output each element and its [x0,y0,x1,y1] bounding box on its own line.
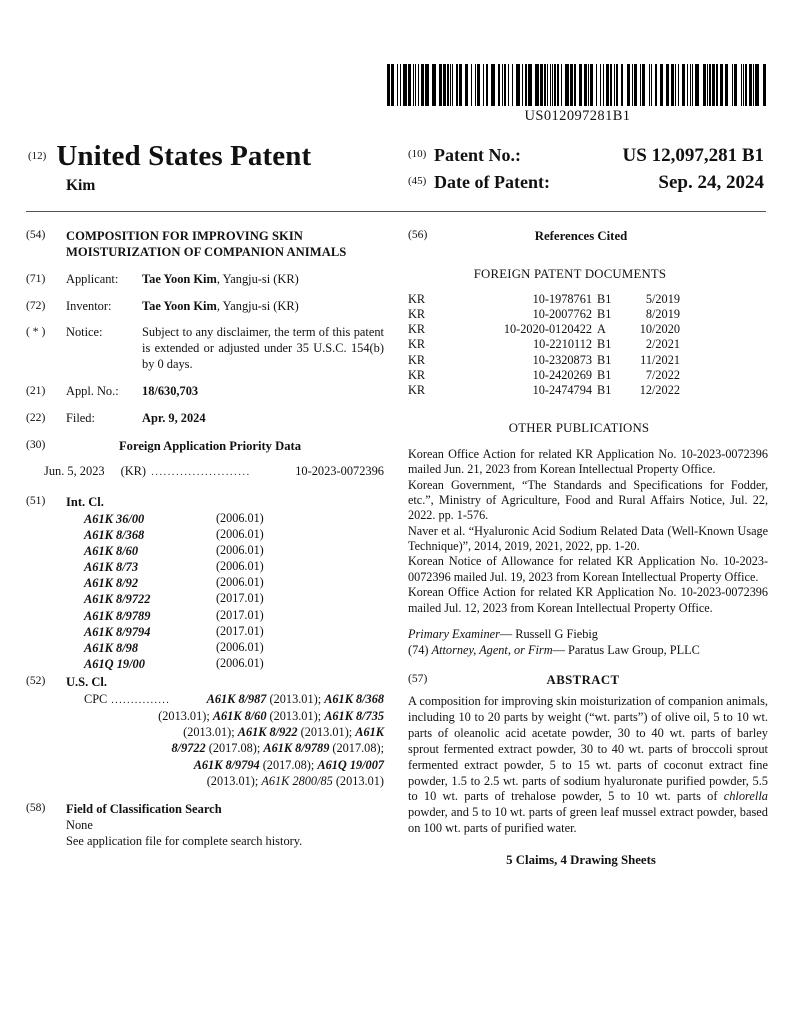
appl-no-body [66,384,384,400]
cpc-line [84,708,384,724]
table-row [408,383,768,398]
int-cl-row [84,575,384,591]
invention-title-inid: (54) [26,228,46,241]
fpd-kind-code: B1 [597,291,612,306]
int-cl-row [84,543,384,559]
barcode-number: US012097281B1 [524,108,631,124]
inventor-role-label: Inventor: [66,298,112,313]
other-publication-item: Naver et al. “Hyaluronic Acid Sodium Related Data (Well-Known Usage Technique)”, 2014, 2019, 2021, 2022, pp. 1-20. [408,523,768,554]
other-publication-item: Korean Office Action for related KR Application No. 10-2023-0072396 mailed Jul. 12, 2023 from Korean Intellectual Property Office. [408,585,768,615]
abstract-text [408,694,768,837]
patent-number-label: Patent No.: [434,145,521,165]
cpc-text: (2013.01) [332,773,384,788]
cpc-line [84,773,384,789]
field-of-search-inid: (58) [26,801,46,815]
us-cl-inid: (52) [26,674,46,688]
patent-date-value: Sep. 24, 2024 [658,172,764,193]
priority-heading: Foreign Application Priority Data [118,438,301,453]
int-cl-version: (2006.01) [216,639,264,654]
applicant-location: , Yangju-si (KR) [216,271,299,286]
field-of-search-heading: Field of Classification Search [66,802,222,817]
table-row [408,353,768,368]
cpc-text: (2013.01); [158,708,213,723]
cpc-text: (2013.01); [206,773,262,788]
int-cl-version: (2006.01) [216,543,264,558]
inventor-inid: (72) [26,298,46,312]
attorney-row [408,643,768,659]
attorney-name: — Paratus Law Group, PLLC [552,642,700,657]
fpd-date: 11/2021 [640,352,680,367]
cpc-code: A61K 8/9794 [193,757,260,772]
fpd-date: 10/2020 [639,322,680,337]
appl-no-inid: (21) [26,384,46,398]
other-publication-item: Korean Government, “The Standards and Specifications for Fodder, etc.”, Ministry of Agriculture, Food and Rural Affairs Notice, Jul. 22, 2022. pp. 1-576. [408,477,768,523]
patent-date-label: Date of Patent: [434,172,550,192]
appl-no-value: 18/630,703 [142,384,199,399]
cpc-text: (2017.08); [259,757,318,772]
references-cited-inid: (56) [408,228,428,241]
int-cl-field [26,494,384,672]
fpd-date: 2/2021 [645,337,680,352]
filed-label: Filed: [66,410,95,425]
int-cl-heading: Int. Cl. [66,494,104,509]
masthead-right [408,145,778,199]
us-cl-body [66,674,384,789]
cpc-text: (2013.01); [297,725,356,740]
cpc-leader-dots: ............... [111,695,171,707]
left-column [26,228,384,861]
cpc-text: (2013.01); [266,708,325,723]
int-cl-version: (2006.01) [216,575,264,590]
fpd-date: 12/2022 [639,383,680,398]
int-cl-inid: (51) [26,493,46,507]
cpc-code: A61K 8/368 [324,692,384,707]
notice-text: Subject to any disclaimer, the term of this patent is extended or adjusted under 35 U.S.C. 154(b) by 0 days. [142,325,384,372]
int-cl-row [84,591,384,607]
notice-field [26,325,384,373]
field-of-search-body [66,801,384,850]
fpd-kind-code: B1 [597,306,612,321]
field-of-search-field [26,801,384,850]
applicant-inid: (71) [26,271,46,285]
barcode-image [385,64,770,106]
fpd-kind-code: A [597,322,606,337]
cpc-line [84,740,384,756]
page-title: United States Patent [56,140,312,172]
field-of-search-note: See application file for complete search history. [66,834,303,849]
int-cl-row [84,511,384,527]
fpd-number: 10-2420269 [532,367,592,382]
cpc-code: A61K 8/9789 [263,741,330,756]
cpc-code: A61Q 19/007 [317,757,384,772]
patent-number-row [408,145,778,167]
abstract-header [408,672,768,688]
fpd-kind-code: B1 [597,352,612,367]
inventor-surname: Kim [66,177,96,194]
filed-body [66,411,384,427]
inventor-name: Tae Yoon Kim [142,298,217,313]
cpc-text: (2017.08); [205,741,264,756]
right-column [408,228,768,868]
fpd-date: 5/2019 [645,291,680,306]
int-cl-row [84,624,384,640]
appl-no-label: Appl. No.: [66,384,119,399]
int-cl-code: A61K 8/98 [84,640,139,655]
cpc-code: A61K 8/987 [206,692,267,707]
notice-inid: ( * ) [26,325,46,339]
priority-leader-dots: ........................ [151,465,251,478]
attorney-label: Attorney, Agent, or Firm [431,642,553,657]
int-cl-code: A61K 8/73 [84,560,139,575]
foreign-patent-documents-table [408,292,768,399]
int-cl-code: A61K 8/9794 [84,624,151,639]
primary-examiner-name: — Russell G Fiebig [499,626,598,641]
field-of-search-none: None [66,818,93,833]
patent-date-row [408,172,778,194]
table-row [408,292,768,307]
fpd-kind-code: B1 [597,383,612,398]
fpd-number: 10-2210112 [533,337,592,352]
int-cl-list [84,511,384,672]
table-row [408,322,768,337]
priority-date: Jun. 5, 2023 [44,463,105,478]
cpc-line [84,691,384,708]
attorney-inid: (74) [408,642,429,657]
cpc-label: CPC [84,692,108,707]
other-publication-item: Korean Office Action for related KR Application No. 10-2023-0072396 mailed Jun. 21, 2023 from Korean Intellectual Property Office. [408,446,768,477]
int-cl-row [84,640,384,656]
fpd-date: 7/2022 [645,367,680,382]
int-cl-version: (2017.01) [216,591,264,606]
fpd-country: KR [408,383,426,398]
int-cl-version: (2006.01) [216,526,264,541]
int-cl-code: A61K 8/60 [84,544,139,559]
fpd-number: 10-2020-0120422 [503,322,592,337]
int-cl-code: A61K 8/368 [84,527,145,542]
other-publications-heading: OTHER PUBLICATIONS [508,421,650,436]
references-cited-header [408,228,768,244]
int-cl-code: A61Q 19/00 [84,656,145,671]
cpc-code: A61K 8/922 [237,725,298,740]
int-cl-version: (2006.01) [216,559,264,574]
int-cl-code: A61K 8/9722 [84,592,151,607]
masthead-left [28,140,398,195]
table-row [408,307,768,322]
priority-application-number: 10-2023-0072396 [295,463,384,478]
filed-inid: (22) [26,410,46,424]
abstract-title: ABSTRACT [546,672,620,687]
fpd-kind-code: B1 [597,367,612,382]
claims-and-sheets-line: 5 Claims, 4 Drawing Sheets [506,853,656,868]
applicant-value [142,272,384,288]
int-cl-version: (2006.01) [216,655,264,670]
fpd-country: KR [408,367,426,382]
primary-examiner-row [408,627,768,643]
inventor-body [66,299,384,315]
priority-body [66,438,384,454]
cpc-line [84,757,384,773]
applicant-role-label: Applicant: [66,271,119,286]
fpd-country: KR [408,306,426,321]
int-cl-code: A61K 8/92 [84,576,139,591]
int-cl-code: A61K 36/00 [84,511,145,526]
fpd-number: 10-1978761 [532,291,592,306]
primary-examiner-label: Primary Examiner [408,626,500,641]
fpd-number: 10-2474794 [532,383,592,398]
cpc-code: A61K 8/735 [324,708,384,723]
masthead [0,140,791,202]
abstract-inid: (57) [408,671,428,685]
table-row [408,337,768,352]
fpd-number: 10-2007762 [532,306,592,321]
fpd-country: KR [408,337,426,352]
patent-date-inid: (45) [408,175,427,187]
patent-number-value: US 12,097,281 B1 [622,145,764,166]
abstract-text-part2: powder, and 5 to 10 wt. parts of green leaf mussel extract powder, based on 100 wt. parts of purified water. [408,805,768,836]
document-kind-code: (12) [28,149,47,162]
priority-country: (KR) [120,463,147,478]
us-cl-field [26,674,384,789]
abstract-text-italic: chlorella [723,789,768,804]
barcode-block [385,64,770,125]
applicant-name: Tae Yoon Kim [142,271,217,286]
priority-field [26,438,384,454]
notice-body [66,325,384,373]
table-row [408,368,768,383]
invention-title-field [26,228,384,261]
fpd-date: 8/2019 [645,306,680,321]
cpc-code: 8/9722 [171,741,206,756]
int-cl-row [84,527,384,543]
int-cl-version: (2006.01) [216,510,264,525]
filed-value: Apr. 9, 2024 [142,410,206,425]
inventor-location: , Yangju-si (KR) [216,298,299,313]
cpc-text: (2013.01); [183,725,238,740]
cpc-code: A61K 8/60 [212,708,267,723]
int-cl-code: A61K 8/9789 [84,608,151,623]
appl-no-field [26,384,384,400]
priority-inid: (30) [26,437,46,451]
filed-field [26,411,384,427]
cpc-line [84,724,384,740]
fpd-country: KR [408,291,426,306]
cpc-block [84,691,384,789]
applicant-body [66,272,384,288]
references-cited-title: References Cited [534,229,628,243]
applicant-field [26,272,384,288]
int-cl-row [84,656,384,672]
fpd-kind-code: B1 [597,337,612,352]
cpc-text: (2017.08); [329,741,384,756]
fpd-country: KR [408,322,426,337]
inventor-field [26,299,384,315]
priority-row [44,464,384,480]
int-cl-row [84,608,384,624]
notice-role-label: Notice: [66,325,103,340]
invention-title: COMPOSITION FOR IMPROVING SKIN MOISTURIZATION OF COMPANION ANIMALS [66,229,347,260]
int-cl-version: (2017.01) [216,607,264,622]
other-publication-item: Korean Notice of Allowance for related KR Application No. 10-2023-0072396 mailed Jul. 19, 2023 from Korean Intellectual Property Office. [408,554,768,584]
other-publications-list [408,447,768,616]
patent-number-inid: (10) [408,148,427,160]
int-cl-body [66,494,384,672]
us-cl-heading: U.S. Cl. [66,675,107,690]
cpc-text: (2013.01); [266,692,325,707]
cpc-code: A61K [355,725,384,740]
inventor-value [142,299,384,315]
cpc-code: A61K 2800/85 [261,773,333,788]
foreign-patent-documents-heading: FOREIGN PATENT DOCUMENTS [473,267,667,282]
header-divider [26,211,766,212]
abstract-text-part1: A composition for improving skin moisturization of companion animals, including 10 to 20 parts by weight (“wt. parts”) of olive oil, 5 to 10 wt. parts of oleanolic acid acetate powder, 30 to 40 wt. parts of barley sprout fermented extract powder, 30 to 40 wt. parts of broccoli sprout fermented extract powder, 5 to 15 wt. parts of coconut extract fine powder, 1.5 to 2.5 wt. parts of sodium hyaluronate purified powder, 5.5 to 10 wt. parts of trehalose powder, 5 to 10 wt. parts of [408,694,768,804]
int-cl-row [84,559,384,575]
int-cl-version: (2017.01) [216,623,264,638]
cpc-codes [207,691,384,707]
fpd-country: KR [408,352,426,367]
fpd-number: 10-2320873 [532,352,592,367]
